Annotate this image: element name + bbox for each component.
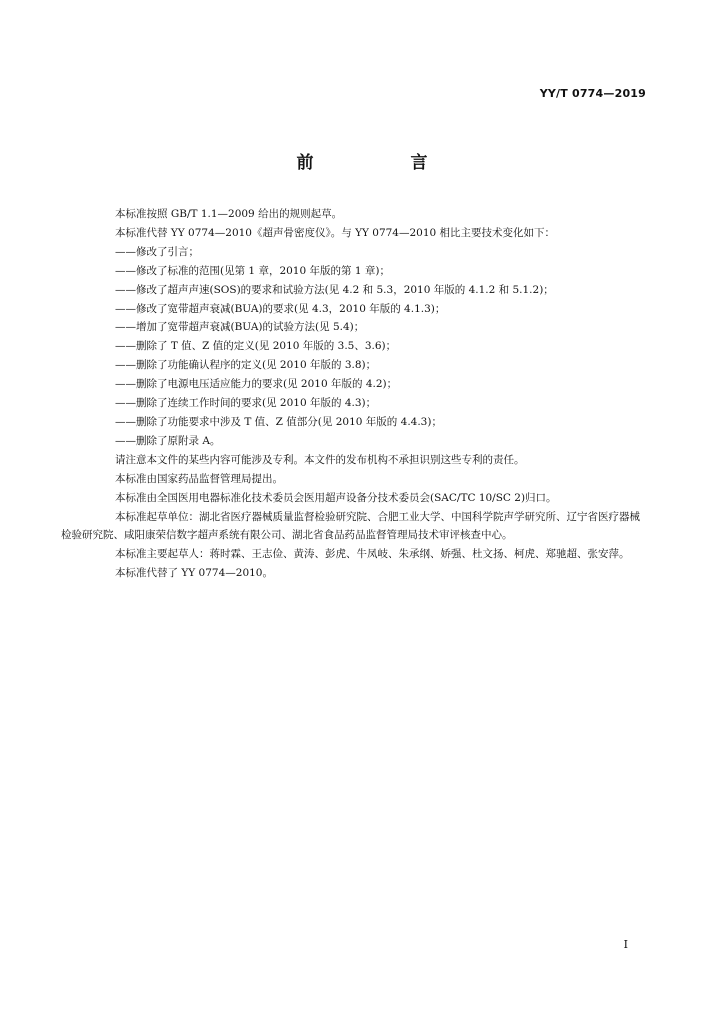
paragraph-patent-notice: 请注意本文件的某些内容可能涉及专利。本文件的发布机构不承担识别这些专利的责任。 [115, 453, 525, 466]
page-title: 前 言 [296, 153, 468, 173]
change-item: ——删除了连续工作时间的要求(见 2010 年版的 4.3)； [115, 397, 377, 410]
change-item: ——删除了原附录 A。 [115, 434, 221, 447]
change-item: ——修改了超声声速(SOS)的要求和试验方法(见 4.2 和 5.3，2010 年版的 4.1.2 和 5.1.2)； [115, 283, 554, 296]
paragraph-drafting-rules: 本标准按照 GB/T 1.1—2009 给出的规则起草。 [115, 208, 343, 220]
change-item: ——删除了 T 值、Z 值的定义(见 2010 年版的 3.5、3.6)； [115, 340, 397, 353]
paragraph-proposer: 本标准由国家药品监督管理局提出。 [115, 472, 283, 485]
paragraph-drafting-units: 本标准起草单位：湖北省医疗器械质量监督检验研究院、合肥工业大学、中国科学院声学研究所、辽宁省医疗器械检验研究院、咸阳康荣信数字超声系统有限公司、湖北省食品药品监督管理局技术审评核查中心。 [61, 510, 640, 542]
page-number: I [623, 938, 628, 951]
standard-code: YY/T 0774—2019 [539, 87, 646, 100]
document-body [61, 205, 648, 583]
change-item: ——删除了功能要求中涉及 T 值、Z 值部分(见 2010 年版的 4.4.3)； [115, 415, 442, 428]
change-item: ——修改了宽带超声衰减(BUA)的要求(见 4.3，2010 年版的 4.1.3)； [115, 302, 446, 315]
change-item: ——修改了标准的范围(见第 1 章，2010 年版的第 1 章)； [115, 264, 390, 277]
change-item: ——增加了宽带超声衰减(BUA)的试验方法(见 5.4)； [115, 321, 365, 334]
paragraph-replaces: 本标准代替了 YY 0774—2010。 [115, 567, 273, 580]
paragraph-replacement: 本标准代替 YY 0774—2010《超声骨密度仪》。与 YY 0774—2010 相比主要技术变化如下： [115, 226, 556, 239]
paragraph-drafters: 本标准主要起草人：蒋时霖、王志俭、黄涛、彭虎、牛凤岐、朱承纲、娇强、杜文扬、柯虎、郑驰超、张安萍。 [115, 548, 630, 561]
change-item: ——修改了引言； [115, 245, 199, 258]
change-item: ——删除了电源电压适应能力的要求(见 2010 年版的 4.2)； [115, 378, 398, 391]
change-item: ——删除了功能确认程序的定义(见 2010 年版的 3.8)； [115, 359, 377, 372]
paragraph-administration: 本标准由全国医用电器标准化技术委员会医用超声设备分技术委员会(SAC/TC 10/SC 2)归口。 [115, 491, 557, 504]
